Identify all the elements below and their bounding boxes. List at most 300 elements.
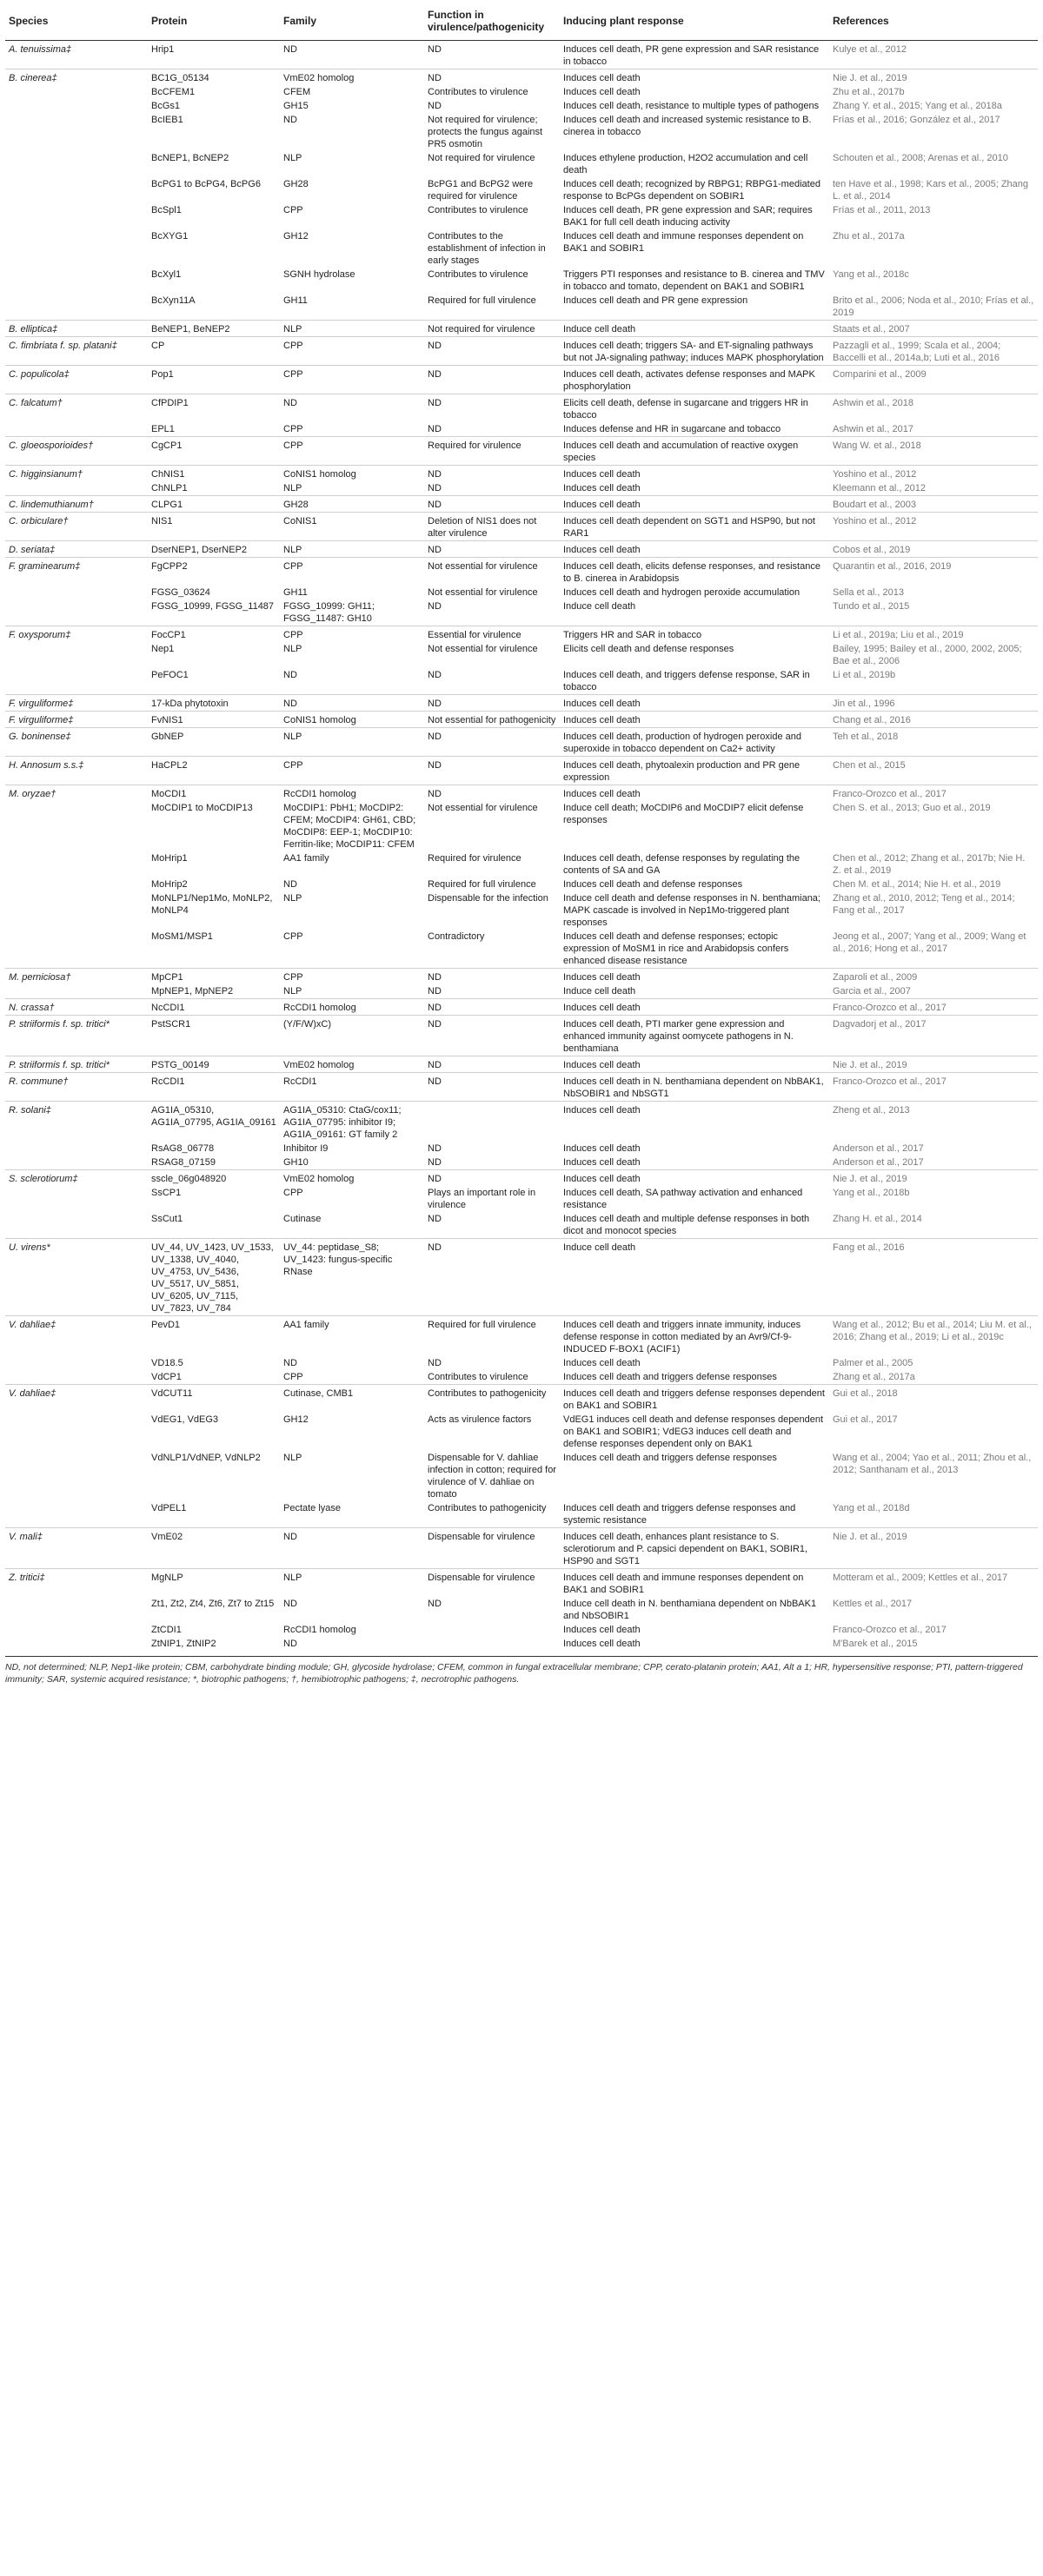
cell-species [5,1623,148,1637]
cell-species: C. populicola‡ [5,366,148,394]
cell-family: Cutinase, CMB1 [280,1385,424,1414]
cell-references: Anderson et al., 2017 [833,1143,924,1154]
cell-protein: AG1IA_05310, AG1IA_07795, AG1IA_09161 [148,1102,280,1142]
cell-protein: VdPEL1 [151,1503,187,1513]
cell-function: Dispensable for virulence [424,1528,560,1569]
cell-response: Induces cell death and accumulation of reactive oxygen species [560,437,829,466]
cell-species [5,668,148,695]
cell-function: ND [424,999,560,1016]
cell-protein: BcCFEM1 [151,87,196,97]
cell-species: C. orbiculare† [5,513,148,541]
cell-response: Induces cell death [560,541,829,558]
table-row [5,626,1038,643]
cell-response: VdEG1 induces cell death and defense responses dependent on BAK1 and SOBIR1; VdEG3 induces cell death and defense responses dependent only on BAK1 [563,1414,824,1449]
table-row [5,599,1038,626]
cell-response: Induces cell death and immune responses dependent on BAK1 and SOBIR1 [563,231,804,254]
cell-response: Induces cell death and triggers defense responses and systemic resistance [563,1503,796,1526]
cell-family: ND [283,1639,297,1649]
cell-protein: FGSG_10999, FGSG_11487 [151,601,275,612]
cell-response: Triggers PTI responses and resistance to B. cinerea and TMV in tobacco and tomato, dependent on BAK1 and SOBIR1 [563,269,825,292]
cell-references: Zhang et al., 2017a [833,1372,915,1382]
table-row [5,1316,1038,1357]
cell-protein: PevD1 [148,1316,280,1357]
cell-protein: MoCDI1 [148,785,280,802]
cell-species [5,294,148,321]
cell-function: Required for virulence [424,437,560,466]
cell-function: ND [428,1358,442,1368]
cell-function: Contradictory [428,931,485,942]
cell-protein: BcSpl1 [151,205,182,215]
cell-references: Zhang H. et al., 2014 [833,1214,922,1224]
cell-references: Fang et al., 2016 [829,1239,1038,1316]
cell-species: C. gloeosporioides† [5,437,148,466]
cell-response: Induces cell death, phytoalexin production and PR gene expression [560,757,829,785]
cell-response: Induce cell death [560,321,829,337]
table-row [5,1385,1038,1414]
header-function: Function in virulence/pathogenicity [424,0,560,41]
table-row [5,321,1038,337]
cell-protein: CLPG1 [148,496,280,513]
cell-species [5,851,148,877]
cell-species [5,984,148,999]
cell-response: Induce cell death; MoCDIP6 and MoCDIP7 elicit defense responses [563,803,804,825]
cell-references: Gui et al., 2018 [829,1385,1038,1414]
cell-protein: PstSCR1 [148,1016,280,1056]
cell-references: Chen M. et al., 2014; Nie H. et al., 2019 [833,879,1001,890]
cell-response: Triggers HR and SAR in tobacco [560,626,829,643]
table-header [5,0,1038,41]
cell-family: NLP [283,986,302,997]
cell-references: Zaparoli et al., 2009 [829,969,1038,985]
cell-references: Yoshino et al., 2012 [829,466,1038,482]
cell-family: NLP [283,483,302,493]
cell-species: M. oryzae† [5,785,148,802]
cell-species [5,1370,148,1385]
cell-function: Dispensable for V. dahliae infection in cotton; required for virulence of V. dahliae on tomato [428,1453,556,1500]
cell-species [5,151,148,177]
cell-family: CPP [280,626,424,643]
cell-protein: RsAG8_06778 [151,1143,215,1154]
cell-species [5,891,148,930]
cell-protein: ZtCDI1 [151,1625,182,1635]
cell-response: Induce cell death [563,601,636,612]
cell-family: ND [280,41,424,70]
table-row [5,1370,1038,1385]
cell-species: R. commune† [5,1073,148,1102]
cell-response: Induces cell death and increased systemic resistance to B. cinerea in tobacco [563,115,812,137]
cell-family: CPP [283,1372,303,1382]
cell-species [5,1186,148,1212]
cell-function: Not essential for virulence [428,803,538,813]
cell-family: CPP [283,931,303,942]
cell-references: Sella et al., 2013 [833,587,904,598]
cell-function: ND [424,757,560,785]
cell-species: B. elliptica‡ [5,321,148,337]
cell-references: Yoshino et al., 2012 [829,513,1038,541]
cell-references: Yang et al., 2018b [833,1188,910,1198]
cell-species [5,1142,148,1156]
cell-function: Required for full virulence [424,1316,560,1357]
cell-protein: UV_44, UV_1423, UV_1533, UV_1338, UV_4040, UV_4753, UV_5436, UV_5517, UV_5851, UV_6205, UV_7115, UV_7823, UV_784 [148,1239,280,1316]
cell-protein: RcCDI1 [148,1073,280,1102]
table-row [5,1569,1038,1598]
table-row [5,366,1038,394]
cell-response: Induces cell death, activates defense responses and MAPK phosphorylation [560,366,829,394]
cell-references: Franco-Orozco et al., 2017 [833,1625,947,1635]
cell-response: Induces cell death and defense responses; ectopic expression of MoSM1 in rice and Arabidopsis confers enhanced disease resistance [563,931,789,966]
cell-function: ND [424,1170,560,1187]
cell-species: P. striiformis f. sp. tritici* [5,1056,148,1073]
cell-species [5,113,148,151]
table-row [5,851,1038,877]
cell-protein: BcXYG1 [151,231,189,242]
cell-response: Induces cell death in N. benthamiana dependent on NbBAK1, NbSOBIR1 and NbSGT1 [560,1073,829,1102]
cell-family: CPP [280,558,424,586]
table-row [5,1212,1038,1239]
cell-response: Induces cell death dependent on SGT1 and HSP90, but not RAR1 [560,513,829,541]
cell-response: Induces cell death [560,969,829,985]
cell-protein: MpNEP1, MpNEP2 [151,986,234,997]
cell-function: Contributes to the establishment of infection in early stages [428,231,546,266]
cell-species: H. Annosum s.s.‡ [5,757,148,785]
cell-protein: SsCut1 [151,1214,183,1224]
cell-family: SGNH hydrolase [283,269,355,280]
cell-response: Induces cell death and defense responses [563,879,743,890]
cell-family: ND [280,394,424,423]
table-row [5,999,1038,1016]
table-row [5,41,1038,70]
cell-function: Dispensable for virulence [424,1569,560,1598]
cell-family: MoCDIP1: PbH1; MoCDIP2: CFEM; MoCDIP4: GH61, CBD; MoCDIP8: EEP-1; MoCDIP10: Ferritin-like; MoCDIP11: CFEM [283,803,416,850]
cell-species: U. virens* [5,1239,148,1316]
cell-family: RcCDI1 [280,1073,424,1102]
table-row [5,268,1038,294]
cell-response: Induces cell death [560,999,829,1016]
cell-protein: CgCP1 [148,437,280,466]
cell-response: Induces cell death and immune responses dependent on BAK1 and SOBIR1 [560,1569,829,1598]
cell-species [5,1413,148,1451]
cell-species [5,99,148,113]
cell-function: ND [424,466,560,482]
table-row [5,642,1038,668]
cell-family: ND [283,115,297,125]
table-row [5,1156,1038,1170]
cell-species: R. solani‡ [5,1102,148,1142]
cell-response: Induces cell death [563,1625,641,1635]
table-row [5,1451,1038,1501]
cell-function: Not essential for virulence [424,558,560,586]
cell-function: ND [424,394,560,423]
cell-protein: Hrip1 [148,41,280,70]
table-row [5,337,1038,366]
cell-species: V. dahliae‡ [5,1316,148,1357]
cell-protein: BcPG1 to BcPG4, BcPG6 [151,179,261,189]
cell-protein: CfPDIP1 [148,394,280,423]
cell-response: Induces cell death [563,1157,641,1168]
table-row [5,437,1038,466]
cell-function: Not essential for virulence [428,587,538,598]
cell-function: ND [424,695,560,712]
cell-species [5,642,148,668]
cell-protein: BcXyn11A [151,295,196,306]
cell-response: Induce cell death and defense responses in N. benthamiana; MAPK cascade is involved in Nep1Mo-triggered plant responses [563,893,820,928]
cell-protein: ChNLP1 [151,483,188,493]
table-footnote: ND, not determined; NLP, Nep1-like protein; CBM, carbohydrate binding module; GH, glycoside hydrolase; CFEM, common in fungal extracellular membrane; CPP, cerato-platanin protein; AA1, Alt a 1; HR, hypersensitive response; PTI, pattern-triggered immunity; SAR, systemic acquired resistance; *, biotrophic pathogens; †, hemibiotrophic pathogens; ‡, necrotrophic pathogens. [5,1656,1038,1685]
table-row [5,177,1038,203]
table-row [5,513,1038,541]
cell-response: Induces cell death [563,87,641,97]
cell-references: M'Barek et al., 2015 [833,1639,918,1649]
cell-family: CPP [280,366,424,394]
cell-function: Plays an important role in virulence [428,1188,536,1210]
cell-family: NLP [280,728,424,757]
cell-function: ND [424,496,560,513]
cell-protein: MoSM1/MSP1 [151,931,213,942]
cell-function: ND [424,969,560,985]
cell-species: V. mali‡ [5,1528,148,1569]
table-row [5,1623,1038,1637]
cell-protein: FgCPP2 [148,558,280,586]
cell-response: Induces cell death, production of hydrogen peroxide and superoxide in tobacco dependent on Ca2+ activity [560,728,829,757]
cell-protein: VdEG1, VdEG3 [151,1414,219,1425]
cell-response: Induces cell death, PR gene expression and SAR; requires BAK1 for full cell death inducing activity [563,205,813,228]
cell-family: NLP [283,1453,302,1463]
cell-function: ND [424,337,560,366]
cell-references: Yang et al., 2018c [833,269,909,280]
table-row [5,558,1038,586]
cell-references: Schouten et al., 2008; Arenas et al., 2010 [833,153,1008,163]
cell-protein: sscle_06g048920 [148,1170,280,1187]
table-row [5,712,1038,728]
cell-response: Induces cell death [563,1639,641,1649]
cell-species: C. lindemuthianum† [5,496,148,513]
cell-references: Nie J. et al., 2019 [829,70,1038,86]
table-row [5,1073,1038,1102]
table-row [5,151,1038,177]
table-row [5,930,1038,969]
cell-species: Z. tritici‡ [5,1569,148,1598]
cell-family: Inhibitor I9 [283,1143,329,1154]
cell-function: Contributes to pathogenicity [424,1385,560,1414]
cell-protein: DserNEP1, DserNEP2 [148,541,280,558]
table-row [5,203,1038,229]
cell-species [5,801,148,851]
cell-function: ND [424,366,560,394]
cell-species [5,422,148,437]
cell-protein: Pop1 [148,366,280,394]
table-row [5,586,1038,599]
cell-species: S. sclerotiorum‡ [5,1170,148,1187]
table-row [5,1142,1038,1156]
cell-function: Not required for virulence [428,153,535,163]
table-row [5,801,1038,851]
cell-function: ND [424,1056,560,1073]
cell-species: C. higginsianum† [5,466,148,482]
cell-response: Induces cell death and triggers defense responses [563,1453,777,1463]
cell-species [5,1501,148,1528]
cell-protein: HaCPL2 [148,757,280,785]
cell-protein: VdNLP1/VdNEP, VdNLP2 [151,1453,261,1463]
cell-species: G. boninense‡ [5,728,148,757]
cell-references: Wang W. et al., 2018 [829,437,1038,466]
cell-protein: PSTG_00149 [148,1056,280,1073]
cell-family: GH28 [283,179,309,189]
cell-response: Induces cell death, PTI marker gene expression and enhanced immunity against oomycete pathogens in N. benthamiana [560,1016,829,1056]
cell-protein: GbNEP [148,728,280,757]
cell-function: ND [428,986,442,997]
cell-protein: ZtNIP1, ZtNIP2 [151,1639,216,1649]
cell-species [5,85,148,99]
cell-family: CPP [283,205,303,215]
table-row [5,422,1038,437]
cell-function: ND [424,728,560,757]
header-protein: Protein [148,0,280,41]
cell-family: VmE02 homolog [280,1056,424,1073]
cell-family: AA1 family [280,1316,424,1357]
cell-response: Induces cell death and multiple defense responses in both dicot and monocot species [563,1214,810,1236]
cell-protein: BcGs1 [151,101,181,111]
table-row [5,229,1038,268]
cell-family: CoNIS1 [280,513,424,541]
cell-response: Induces cell death [560,1170,829,1187]
cell-references: Wang et al., 2004; Yao et al., 2011; Zhou et al., 2012; Santhanam et al., 2013 [833,1453,1032,1475]
cell-response: Induces cell death, elicits defense responses, and resistance to B. cinerea in Arabidopsis [560,558,829,586]
cell-references: Chen et al., 2015 [829,757,1038,785]
cell-protein: FGSG_03624 [151,587,210,598]
cell-function: ND [424,70,560,86]
cell-family: NLP [283,153,302,163]
cell-response: Induces cell death; recognized by RBPG1; RBPG1-mediated response to BcPGs dependent on SOBIR1 [563,179,820,202]
cell-function: Not required for virulence [424,321,560,337]
cell-function: ND [428,483,442,493]
cell-species [5,1356,148,1370]
cell-references: Kulye et al., 2012 [829,41,1038,70]
cell-function: ND [428,670,442,680]
cell-references: Dagvadorj et al., 2017 [829,1016,1038,1056]
cell-protein: BC1G_05134 [148,70,280,86]
cell-references: Chang et al., 2016 [829,712,1038,728]
cell-response: Induces cell death [560,1102,829,1142]
cell-references: Nie J. et al., 2019 [829,1528,1038,1569]
cell-family: (Y/F/W)xC) [280,1016,424,1056]
cell-species: F. virguliforme‡ [5,695,148,712]
table-row [5,466,1038,482]
cell-references: Zhu et al., 2017a [833,231,905,242]
cell-protein: BcIEB1 [151,115,183,125]
cell-family: AA1 family [283,853,329,864]
cell-response: Induces cell death; triggers SA- and ET-signaling pathways but not JA-signaling pathway; induces MAPK phosphorylation [560,337,829,366]
cell-family: ND [283,670,297,680]
cell-species [5,1451,148,1501]
cell-response: Induces cell death, and triggers defense response, SAR in tobacco [563,670,810,692]
table-row [5,695,1038,712]
cell-references: Zhang Y. et al., 2015; Yang et al., 2018a [833,101,1002,111]
table-row [5,1597,1038,1623]
cell-response: Induces cell death, SA pathway activation and enhanced resistance [563,1188,803,1210]
cell-protein: BcXyl1 [151,269,182,280]
table-row [5,1056,1038,1073]
cell-family: CPP [280,757,424,785]
cell-response: Induces cell death [560,785,829,802]
cell-protein: FvNIS1 [148,712,280,728]
cell-response: Induces cell death [563,1358,641,1368]
cell-protein: Zt1, Zt2, Zt4, Zt6, Zt7 to Zt15 [151,1599,275,1609]
cell-references: Frías et al., 2011, 2013 [833,205,931,215]
cell-family: VmE02 homolog [280,70,424,86]
cell-family: CPP [280,437,424,466]
cell-references: Wang et al., 2012; Bu et al., 2014; Liu M. et al., 2016; Zhang et al., 2019; Li et al., 2019c [829,1316,1038,1357]
cell-species [5,586,148,599]
table-row [5,969,1038,985]
cell-references: Kettles et al., 2017 [833,1599,913,1609]
cell-family: GH10 [283,1157,309,1168]
cell-references: Franco-Orozco et al., 2017 [829,785,1038,802]
cell-family: ND [283,1358,297,1368]
table-row [5,1170,1038,1187]
table-row [5,1413,1038,1451]
cell-family: GH15 [283,101,309,111]
cell-family: NLP [280,321,424,337]
cell-references: Quarantin et al., 2016, 2019 [829,558,1038,586]
cell-family: ND [280,695,424,712]
cell-species: F. graminearum‡ [5,558,148,586]
cell-family: CPP [283,1188,303,1198]
table-row [5,757,1038,785]
cell-family: GH11 [283,295,308,306]
cell-species [5,177,148,203]
cell-function: ND [428,1157,442,1168]
cell-response: Induces cell death [563,483,641,493]
cell-function: ND [428,101,442,111]
cell-family: VmE02 homolog [280,1170,424,1187]
cell-family: GH12 [283,1414,309,1425]
cell-references: Gui et al., 2017 [833,1414,898,1425]
cell-family: CPP [283,424,303,434]
cell-response: Induces cell death [560,70,829,86]
cell-function: Not essential for virulence [428,644,538,654]
cell-function: ND [428,1599,442,1609]
cell-function [424,1623,560,1637]
table-row [5,1102,1038,1142]
cell-family: CoNIS1 homolog [280,466,424,482]
cell-species [5,877,148,891]
cell-species: V. dahliae‡ [5,1385,148,1414]
cell-references: Motteram et al., 2009; Kettles et al., 2017 [829,1569,1038,1598]
cell-references: Cobos et al., 2019 [829,541,1038,558]
table-row [5,99,1038,113]
table-row [5,668,1038,695]
cell-function: ND [428,601,442,612]
cell-protein: VD18.5 [151,1358,183,1368]
cell-species: F. virguliforme‡ [5,712,148,728]
cell-function: BcPG1 and BcPG2 were required for virulence [428,179,534,202]
header-references: References [829,0,1038,41]
cell-references: Franco-Orozco et al., 2017 [829,999,1038,1016]
cell-protein: RSAG8_07159 [151,1157,216,1168]
cell-function: Required for virulence [428,853,522,864]
cell-protein: CP [148,337,280,366]
cell-response: Elicits cell death and defense responses [563,644,734,654]
cell-references: Comparini et al., 2009 [829,366,1038,394]
table-row [5,481,1038,496]
table-row [5,891,1038,930]
cell-references: ten Have et al., 1998; Kars et al., 2005; Zhang L. et al., 2014 [833,179,1029,202]
cell-family: ND [283,1599,297,1609]
cell-references: Boudart et al., 2003 [829,496,1038,513]
cell-references: Frías et al., 2016; González et al., 2017 [833,115,1000,125]
cell-family: CFEM [283,87,311,97]
cell-function: Contributes to pathogenicity [428,1503,547,1513]
